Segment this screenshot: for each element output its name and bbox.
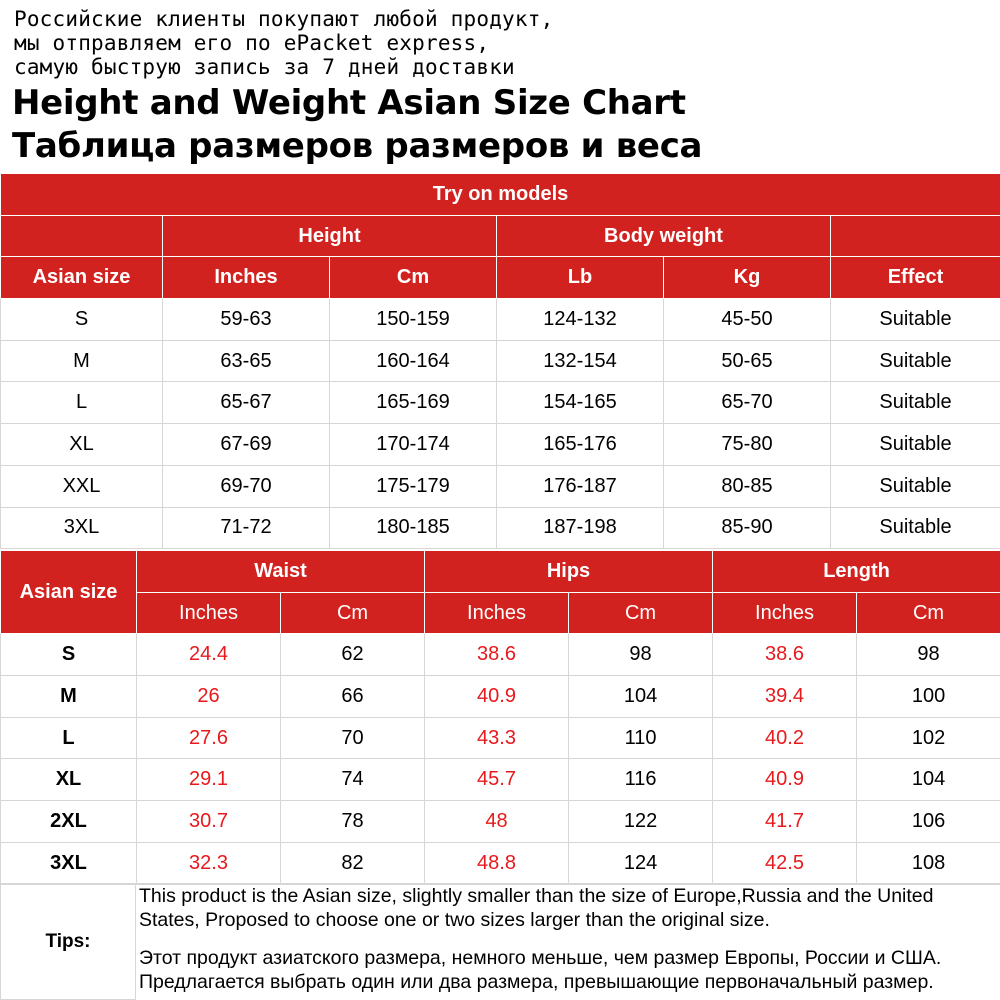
group-header-height: Height: [163, 215, 497, 257]
value-cell: 160-164: [330, 340, 497, 382]
value-cell: 175-179: [330, 465, 497, 507]
tips-section: [0, 883, 1000, 1000]
value-cell: 187-198: [497, 507, 664, 549]
cm-cell: 62: [281, 634, 425, 676]
size-cell: M: [1, 340, 163, 382]
inches-cell: 43.3: [425, 717, 569, 759]
value-cell: 176-187: [497, 465, 664, 507]
group-header-hips: Hips: [425, 551, 713, 593]
cm-cell: 104: [857, 759, 1000, 801]
group-header-waist: Waist: [137, 551, 425, 593]
cm-cell: 102: [857, 717, 1000, 759]
cm-cell: 100: [857, 676, 1000, 718]
inches-cell: 24.4: [137, 634, 281, 676]
sub-header: Cm: [857, 592, 1000, 634]
inches-cell: 27.6: [137, 717, 281, 759]
inches-cell: 26: [137, 676, 281, 718]
value-cell: 69-70: [163, 465, 330, 507]
value-cell: 63-65: [163, 340, 330, 382]
group-header-length: Length: [713, 551, 1000, 593]
group-header-body-weight: Body weight: [497, 215, 831, 257]
size-cell: S: [1, 634, 137, 676]
inches-cell: 41.7: [713, 801, 857, 843]
table-caption: Try on models: [1, 174, 1000, 216]
inches-cell: 48: [425, 801, 569, 843]
value-cell: 132-154: [497, 340, 664, 382]
value-cell: 67-69: [163, 424, 330, 466]
value-cell: Suitable: [831, 340, 1000, 382]
empty-header-cell: [1, 215, 163, 257]
size-cell: L: [1, 382, 163, 424]
cm-cell: 108: [857, 842, 1000, 884]
value-cell: 75-80: [664, 424, 831, 466]
column-header: Lb: [497, 257, 664, 299]
value-cell: 170-174: [330, 424, 497, 466]
cm-cell: 74: [281, 759, 425, 801]
column-header: Inches: [163, 257, 330, 299]
title-russian: Таблица размеров размеров и веса: [12, 126, 703, 166]
size-cell: 2XL: [1, 801, 137, 843]
size-cell: L: [1, 717, 137, 759]
size-cell: XXL: [1, 465, 163, 507]
notice-line: Российские клиенты покупают любой продукт,: [14, 7, 554, 31]
tips-text: [136, 883, 1000, 1000]
table-row: [1, 676, 1000, 718]
table-row: [1, 340, 1000, 382]
height-weight-size-table: [0, 173, 1000, 549]
table-row: [1, 801, 1000, 843]
value-cell: 165-169: [330, 382, 497, 424]
column-header: Kg: [664, 257, 831, 299]
value-cell: 165-176: [497, 424, 664, 466]
table-row: [1, 717, 1000, 759]
cm-cell: 104: [569, 676, 713, 718]
tips-english-line: States, Proposed to choose one or two sizes larger than the original size.: [139, 909, 770, 931]
table-row: [1, 382, 1000, 424]
value-cell: 50-65: [664, 340, 831, 382]
sub-header: Inches: [425, 592, 569, 634]
table-row: [1, 299, 1000, 341]
value-cell: 65-67: [163, 382, 330, 424]
value-cell: 85-90: [664, 507, 831, 549]
shipping-notice: [14, 7, 994, 79]
tips-english-line: This product is the Asian size, slightly smaller than the size of Europe,Russia and the United: [139, 885, 934, 907]
size-cell: XL: [1, 424, 163, 466]
body-measurements-table: [0, 550, 1000, 885]
size-cell: XL: [1, 759, 137, 801]
value-cell: 150-159: [330, 299, 497, 341]
inches-cell: 29.1: [137, 759, 281, 801]
empty-header-cell: [831, 215, 1000, 257]
size-cell: S: [1, 299, 163, 341]
size-cell: 3XL: [1, 842, 137, 884]
notice-line: мы отправляем его по ePacket express,: [14, 31, 490, 55]
value-cell: 71-72: [163, 507, 330, 549]
notice-line: самую быструю запись за 7 дней доставки: [14, 55, 515, 79]
inches-cell: 45.7: [425, 759, 569, 801]
inches-cell: 39.4: [713, 676, 857, 718]
value-cell: Suitable: [831, 382, 1000, 424]
tips-label: Tips:: [0, 883, 136, 1000]
column-header: Asian size: [1, 257, 163, 299]
inches-cell: 38.6: [425, 634, 569, 676]
cm-cell: 66: [281, 676, 425, 718]
column-header: Effect: [831, 257, 1000, 299]
table-row: [1, 507, 1000, 549]
size-cell: M: [1, 676, 137, 718]
value-cell: Suitable: [831, 465, 1000, 507]
cm-cell: 116: [569, 759, 713, 801]
table-row: [1, 842, 1000, 884]
value-cell: Suitable: [831, 424, 1000, 466]
inches-cell: 40.2: [713, 717, 857, 759]
cm-cell: 110: [569, 717, 713, 759]
column-header: Cm: [330, 257, 497, 299]
inches-cell: 40.9: [425, 676, 569, 718]
size-header: Asian size: [1, 551, 137, 634]
table-row: [1, 465, 1000, 507]
inches-cell: 30.7: [137, 801, 281, 843]
tips-russian-line: Предлагается выбрать один или два размера, превышающие первоначальный размер.: [139, 971, 934, 993]
value-cell: 124-132: [497, 299, 664, 341]
value-cell: 65-70: [664, 382, 831, 424]
cm-cell: 82: [281, 842, 425, 884]
sub-header: Cm: [569, 592, 713, 634]
value-cell: 80-85: [664, 465, 831, 507]
sub-header: Inches: [713, 592, 857, 634]
value-cell: 180-185: [330, 507, 497, 549]
inches-cell: 38.6: [713, 634, 857, 676]
cm-cell: 98: [857, 634, 1000, 676]
value-cell: 154-165: [497, 382, 664, 424]
cm-cell: 124: [569, 842, 713, 884]
inches-cell: 42.5: [713, 842, 857, 884]
cm-cell: 122: [569, 801, 713, 843]
inches-cell: 48.8: [425, 842, 569, 884]
cm-cell: 78: [281, 801, 425, 843]
sub-header: Inches: [137, 592, 281, 634]
value-cell: Suitable: [831, 299, 1000, 341]
value-cell: Suitable: [831, 507, 1000, 549]
table-row: [1, 759, 1000, 801]
value-cell: 59-63: [163, 299, 330, 341]
table-row: [1, 634, 1000, 676]
cm-cell: 106: [857, 801, 1000, 843]
cm-cell: 70: [281, 717, 425, 759]
cm-cell: 98: [569, 634, 713, 676]
table-row: [1, 424, 1000, 466]
size-cell: 3XL: [1, 507, 163, 549]
title-english: Height and Weight Asian Size Chart: [12, 83, 686, 123]
tips-russian-line: Этот продукт азиатского размера, немного меньше, чем размер Европы, России и США.: [139, 947, 942, 969]
inches-cell: 32.3: [137, 842, 281, 884]
inches-cell: 40.9: [713, 759, 857, 801]
sub-header: Cm: [281, 592, 425, 634]
value-cell: 45-50: [664, 299, 831, 341]
